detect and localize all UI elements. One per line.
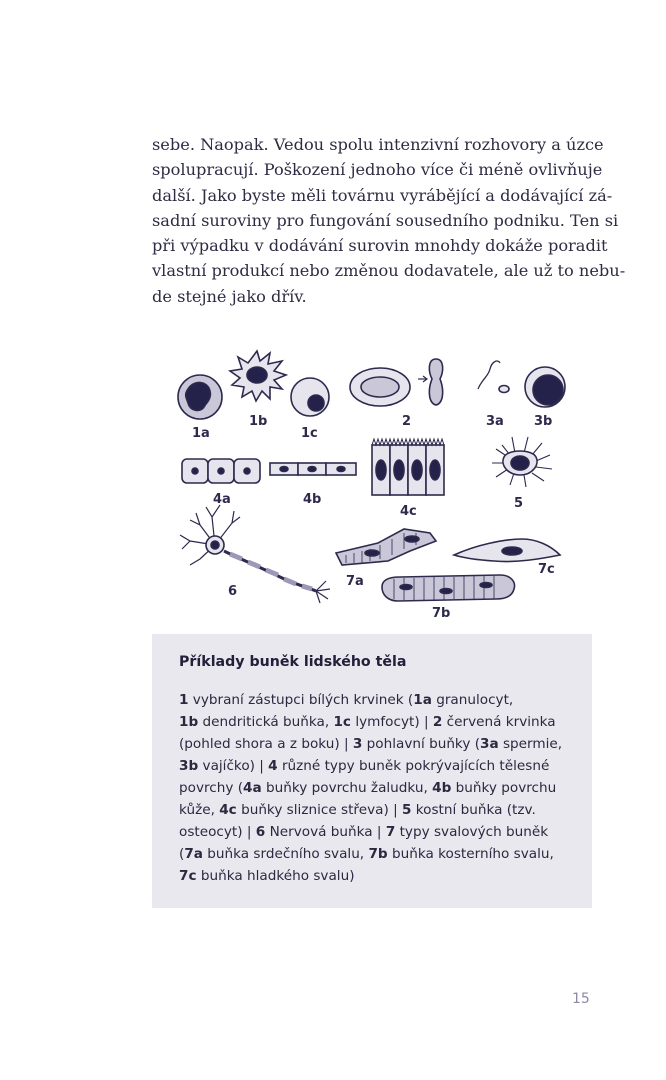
body-line: sebe. Naopak. Vedou spolu intenzivní rozhovory a úzce bbox=[152, 135, 604, 154]
caption-text bbox=[179, 689, 579, 887]
intestinal-mucosa-cells-4c bbox=[372, 439, 444, 495]
lymphocyte-cell-1c bbox=[291, 378, 329, 416]
cell-types-illustration bbox=[160, 345, 600, 625]
caption-line: 1 vybraní zástupci bílých krvinek (1a granulocyt, bbox=[179, 692, 514, 708]
label-7b: 7b bbox=[432, 606, 451, 621]
caption-box bbox=[152, 634, 592, 908]
label-4a: 4a bbox=[213, 492, 231, 507]
dendritic-cell-1b bbox=[230, 351, 286, 401]
granulocyte-cell-1a bbox=[178, 375, 222, 419]
smooth-muscle-cell-7c bbox=[454, 539, 560, 562]
caption-line: (pohled shora a z boku) | 3 pohlavní buňky (3a spermie, bbox=[179, 736, 563, 752]
body-line: de stejné jako dřív. bbox=[152, 286, 307, 306]
caption-line: povrchy (4a buňky povrchu žaludku, 4b buňky povrchu bbox=[179, 780, 557, 796]
skeletal-muscle-cell-7b bbox=[382, 575, 514, 601]
page-number: 15 bbox=[572, 991, 590, 1007]
sperm-cell-3a bbox=[478, 361, 509, 393]
body-line: další. Jako byste měli továrnu vyrábějící a dodávající zá- bbox=[152, 185, 613, 205]
label-3b: 3b bbox=[534, 414, 553, 429]
label-1a: 1a bbox=[192, 426, 210, 441]
caption-line: 7c buňka hladkého svalu) bbox=[179, 868, 355, 884]
caption-line: kůže, 4c buňky sliznice střeva) | 5 kostní buňka (tzv. bbox=[179, 802, 536, 818]
body-line: při výpadku v dodávání surovin mnohdy dokáže poradit bbox=[152, 236, 608, 256]
label-1c: 1c bbox=[301, 426, 318, 441]
caption-line: 1b dendritická buňka, 1c lymfocyt) | 2 červená krvinka bbox=[179, 714, 556, 730]
caption-title: Příklady buněk lidského těla bbox=[179, 654, 407, 670]
label-1b: 1b bbox=[249, 414, 268, 429]
egg-cell-3b bbox=[525, 367, 565, 407]
body-paragraph bbox=[152, 132, 626, 309]
osteocyte-cell-5 bbox=[492, 437, 552, 487]
caption-line: (7a buňka srdečního svalu, 7b buňka kosterního svalu, bbox=[179, 846, 554, 862]
neuron-cell-6 bbox=[180, 505, 330, 603]
stomach-surface-cells-4a bbox=[182, 459, 260, 483]
body-line: spolupracují. Poškození jednoho více či méně ovlivňuje bbox=[152, 160, 603, 180]
caption-line: 3b vajíčko) | 4 různé typy buněk pokrývajících tělesné bbox=[179, 758, 550, 774]
label-2: 2 bbox=[402, 414, 412, 429]
label-6: 6 bbox=[228, 584, 238, 599]
label-4c: 4c bbox=[400, 504, 417, 519]
cardiac-muscle-cell-7a bbox=[336, 529, 436, 565]
caption-line: osteocyt) | 6 Nervová buňka | 7 typy svalových buněk bbox=[179, 824, 549, 840]
label-3a: 3a bbox=[486, 414, 504, 429]
red-blood-cell-2 bbox=[350, 359, 443, 406]
label-7a: 7a bbox=[346, 574, 364, 589]
body-line: vlastní produkcí nebo změnou dodavatele, ale už to nebu- bbox=[152, 261, 626, 281]
label-5: 5 bbox=[514, 496, 524, 511]
body-line: sadní suroviny pro fungování sousedního podniku. Ten si bbox=[152, 210, 619, 230]
label-7c: 7c bbox=[538, 562, 555, 577]
label-4b: 4b bbox=[303, 492, 322, 507]
skin-surface-cells-4b bbox=[270, 463, 356, 475]
